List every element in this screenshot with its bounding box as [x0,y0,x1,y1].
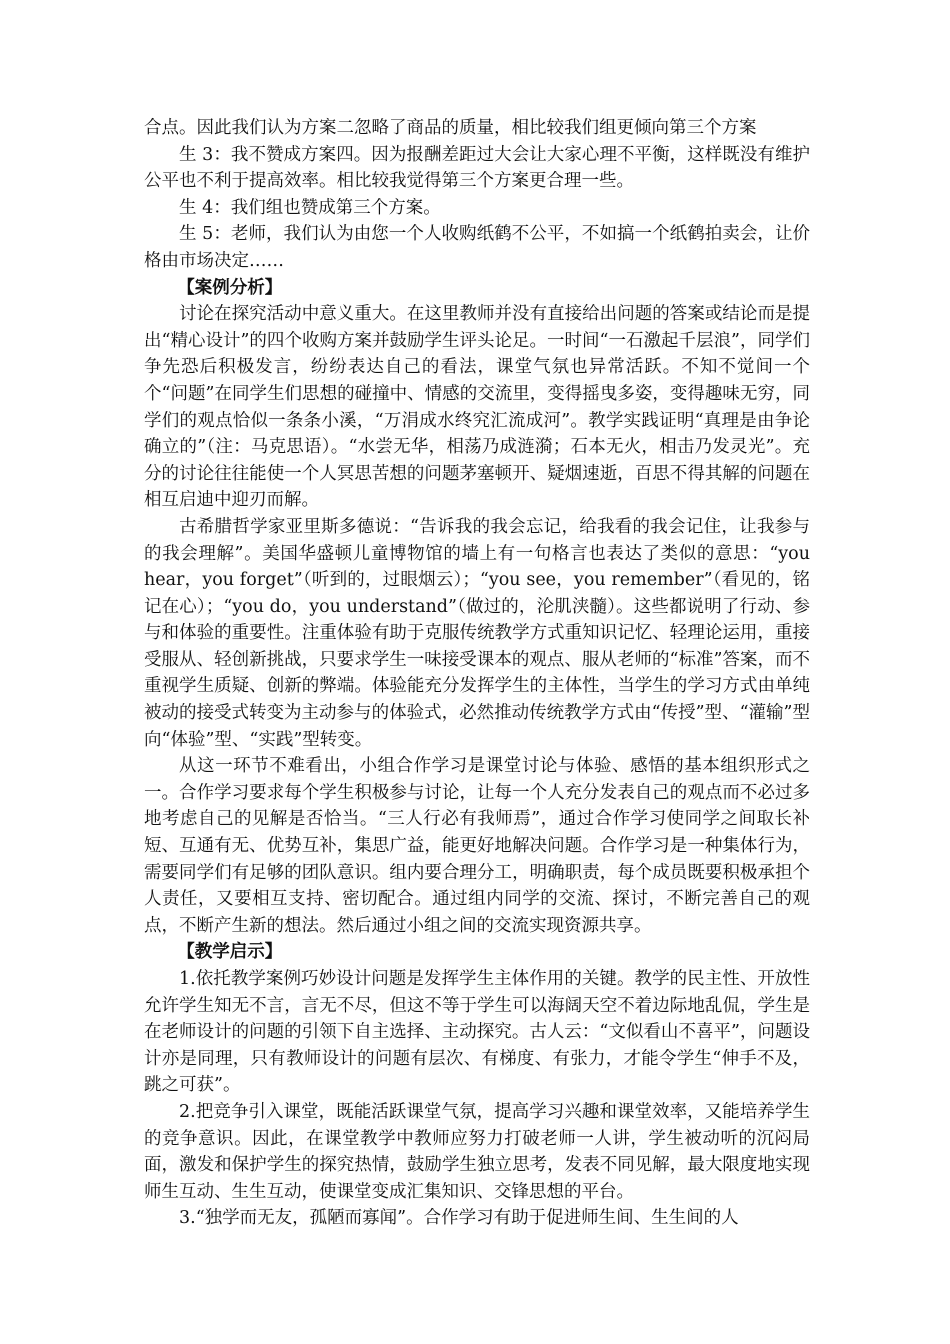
paragraph-student-3: 生 3：我不赞成方案四。因为报酬差距过大会让大家心理不平衡，这样既没有维护公平也不利于提高效率。相比较我觉得第三个方案更合理一些。 [144,144,810,192]
case-analysis-paragraph: 古希腊哲学家亚里斯多德说：“告诉我的我会忘记，给我看的我会记住，让我参与的我会理解”。美国华盛顿儿童博物馆的墙上有一句格言也表达了类似的意思：“you hear，you forget”（听到的，过眼烟云）；“you see，you remember”（看见的，铭记在心）；“you do，you understand”（做过的，沦肌浃髓）。这些都说明了行动、参与和体验的重要性。注重体验有助于克服传统教学方式重知识记忆、轻理论运用，重接受服从、轻创新挑战，只要求学生一味接受课本的观点、服从老师的“标准”答案，而不重视学生质疑、创新的弊端。体验能充分发挥学生的主体性，当学生的学习方式由单纯被动的接受式转变为主动参与的体验式，必然推动传统教学方式由“传授”型、“灌输”型向“体验”型、“实践”型转变。 [144,516,810,750]
paragraph-continued: 合点。因此我们认为方案二忽略了商品的质量，相比较我们组更倾向第三个方案 [144,118,757,138]
teaching-insight-item: 1.依托教学案例巧妙设计问题是发挥学生主体作用的关键。教学的民主性、开放性允许学生知无不言，言无不尽，但这不等于学生可以海阔天空不着边际地乱侃，学生是在老师设计的问题的引领下自主选择、主动探究。古人云：“文似看山不喜平”，问题设计亦是同理，只有教师设计的问题有层次、有梯度、有张力，才能令学生“伸手不及，跳之可获”。 [144,969,810,1096]
teaching-insights-heading: 【教学启示】 [177,942,283,963]
teaching-insight-item: 3.“独学而无友，孤陋而寡闻”。合作学习有助于促进师生间、生生间的人 [179,1208,739,1229]
paragraph-student-5: 生 5：老师，我们认为由您一个人收购纸鹤不公平，不如搞一个纸鹤拍卖会，让价格由市场决定…… [144,224,810,271]
case-analysis-heading: 【案例分析】 [177,277,283,298]
case-analysis-paragraph: 从这一环节不难看出，小组合作学习是课堂讨论与体验、感悟的基本组织形式之一。合作学习要求每个学生积极参与讨论，让每一个人充分发表自己的观点而不必过多地考虑自己的见解是否恰当。“三人行必有我师焉”，通过合作学习使同学之间取长补短、互通有无、优势互补，集思广益，能更好地解决问题。合作学习是一种集体行为，需要同学们有足够的团队意识。组内要合理分工，明确职责，每个成员既要积极承担个人责任，又要相互支持、密切配合。通过组内同学的交流、探讨，不断完善自己的观点，不断产生新的想法。然后通过小组之间的交流实现资源共享。 [144,756,810,936]
case-analysis-paragraph: 讨论在探究活动中意义重大。在这里教师并没有直接给出问题的答案或结论而是提出“精心设计”的四个收购方案并鼓励学生评头论足。一时间“一石激起千层浪”，同学们争先恐后积极发言，纷纷表达自己的看法，课堂气氛也异常活跃。不知不觉间一个个“问题”在同学生们思想的碰撞中、情感的交流里，变得摇曳多姿，变得趣味无穷，同学们的观点恰似一条条小溪，“万涓成水终究汇流成河”。教学实践证明“真理是由争论确立的”（注：马克思语）。“水尝无华，相荡乃成涟漪；石本无火，相击乃发灵光”。充分的讨论往往能使一个人冥思苦想的问题茅塞顿开、疑烟速逝，百思不得其解的问题在相互启迪中迎刃而解。 [144,304,810,511]
document-page [144,115,810,1232]
paragraph-student-4: 生 4：我们组也赞成第三个方案。 [179,197,441,218]
teaching-insight-item: 2.把竞争引入课堂，既能活跃课堂气氛，提高学习兴趣和课堂效率，又能培养学生的竞争意识。因此，在课堂教学中教师应努力打破老师一人讲，学生被动听的沉闷局面，激发和保护学生的探究热情，鼓励学生独立思考，发表不同见解，最大限度地实现师生互动、生生互动，使课堂变成汇集知识、交锋思想的平台。 [144,1101,810,1202]
